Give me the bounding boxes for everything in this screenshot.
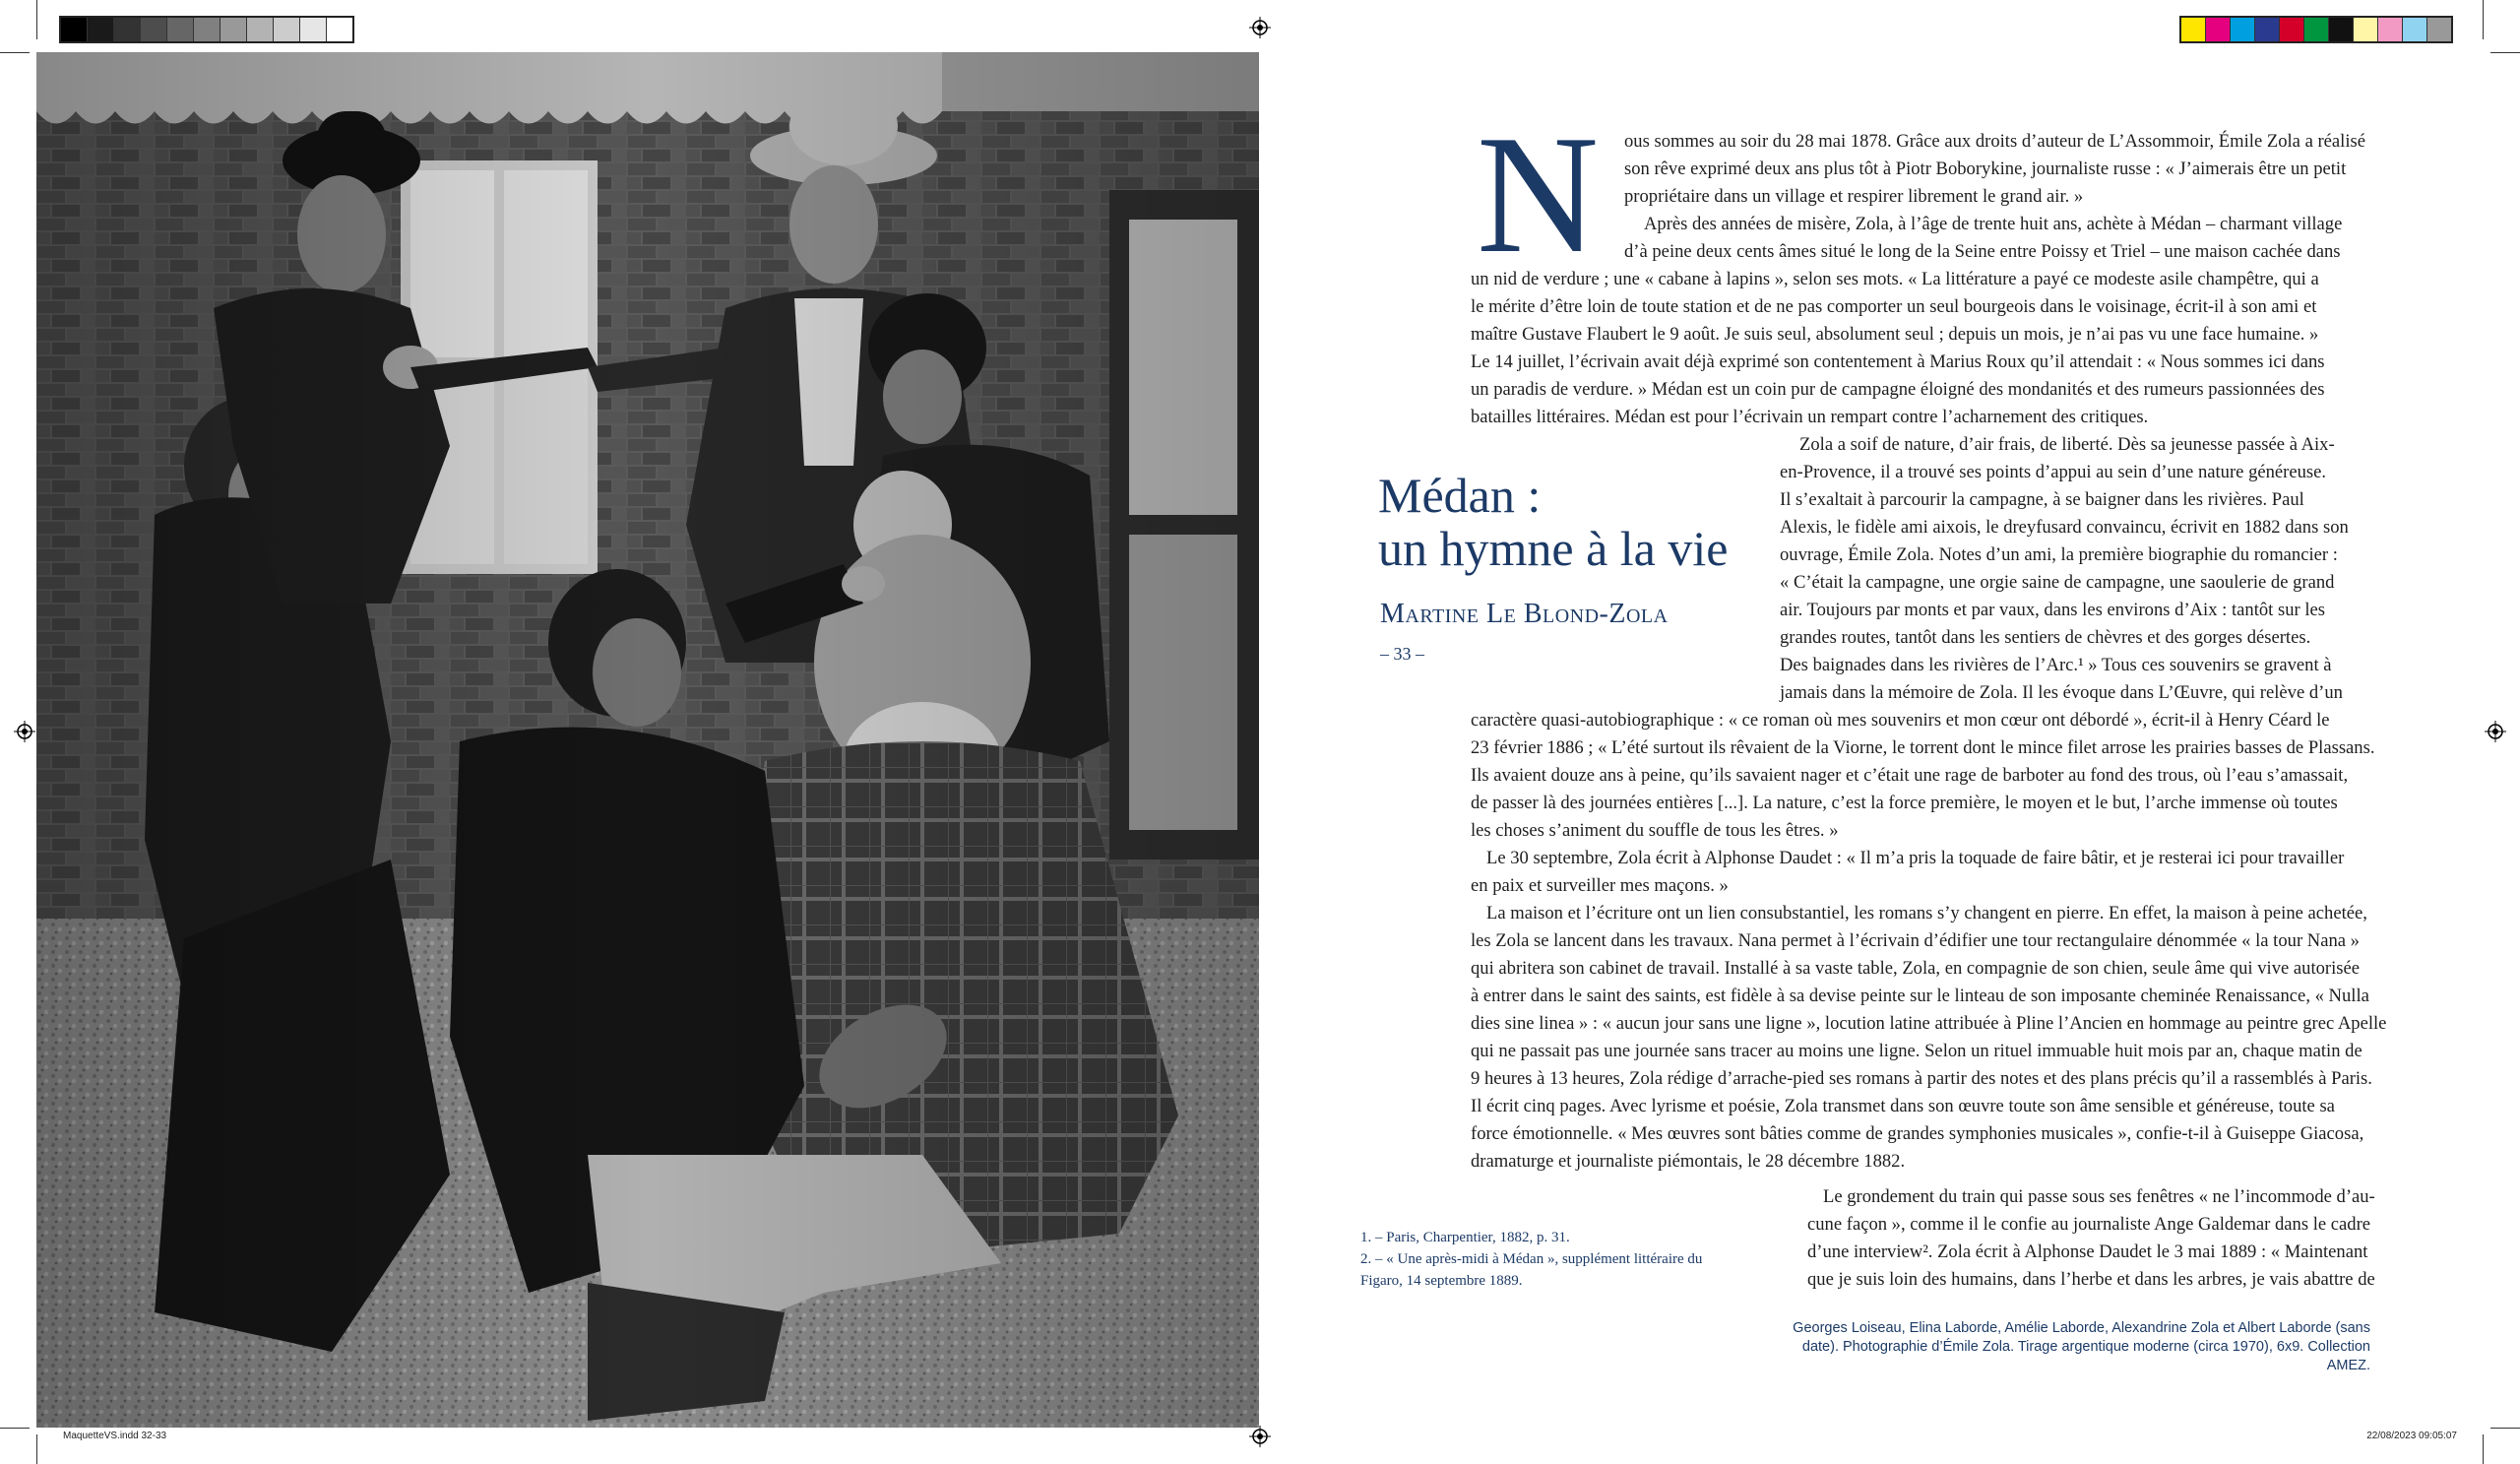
body-line: Le 14 juillet, l’écrivain avait déjà exprimé son contentement à Marius Roux qu’il attendait : « Nous sommes ici dans: [1471, 351, 2325, 372]
crop-mark: [2490, 1428, 2520, 1429]
grayscale-control-strip: [59, 16, 354, 43]
body-line: Alexis, le fidèle ami aixois, le dreyfusard convaincu, écrivit en 1882 dans son: [1780, 517, 2349, 538]
body-line: La maison et l’écriture ont un lien consubstantiel, les romans s’y changent en pierre. En effet, la maison à peine achetée,: [1486, 903, 2367, 923]
body-line: « C’était la campagne, une orgie saine de campagne, une saoulerie de grand: [1780, 572, 2335, 593]
body-line: Il s’exaltait à parcourir la campagne, à se baigner dans les rivières. Paul: [1780, 489, 2304, 510]
body-line: Il écrit cinq pages. Avec lyrisme et poésie, Zola transmet dans son œuvre toute son âme sensible et généreuse, toute sa: [1471, 1096, 2335, 1116]
body-line: à entrer dans le saint des saints, est fidèle à sa devise peinte sur le linteau de son imposante cheminée Renaissance, « Nulla: [1471, 986, 2369, 1006]
body-line: d’une interview². Zola écrit à Alphonse Daudet le 3 mai 1889 : « Maintenant: [1807, 1241, 2368, 1262]
title-line-1: Médan :: [1378, 468, 1542, 523]
crop-mark: [2490, 52, 2520, 53]
body-line: un paradis de verdure. » Médan est un coin pur de campagne éloigné des mondanités et des rumeurs passionnées des: [1471, 379, 2325, 400]
registration-mark-icon: [1249, 17, 1271, 38]
registration-mark-icon: [14, 721, 35, 742]
body-line: son rêve exprimé deux ans plus tôt à Piotr Boborykine, journaliste russe : « J’aimerais être un petit: [1624, 159, 2347, 179]
author-name: Martine Le Blond-Zola: [1380, 599, 1669, 629]
body-line: qui abritera son cabinet de travail. Installé à sa vaste table, Zola, en compagnie de son chien, seule âme qui vive autorisée: [1471, 958, 2361, 979]
body-line: propriétaire dans un village et respirer librement le grand air. »: [1624, 186, 2084, 207]
body-line: air. Toujours par monts et par vaux, dans les environs d’Aix : tantôt sur les: [1780, 600, 2326, 620]
page-number: – 33 –: [1380, 644, 1424, 664]
body-line: les Zola se lancent dans les travaux. Nana permet à l’écrivain d’édifier une tour rectangulaire dénommée « la tour Nana »: [1471, 930, 2360, 951]
body-line: en-Provence, il a trouvé ses points d’appui au sein d’une nature généreuse.: [1780, 462, 2327, 482]
crop-mark: [0, 52, 30, 53]
crop-mark: [36, 1434, 37, 1464]
crop-mark: [2483, 1434, 2484, 1464]
body-line: le mérite d’être loin de toute station et de ne pas comporter un seul bourgeois dans le voisinage, écrit-il à son ami et: [1471, 296, 2317, 317]
group-portrait-photograph: [36, 52, 1259, 1428]
photo-caption: Georges Loiseau, Elina Laborde, Amélie Laborde, Alexandrine Zola et Albert Laborde (sans date). Photographie d’Émile Zola. Tirage argentique moderne (circa 1970), 6x9. Collection AMEZ.: [1793, 1320, 2370, 1373]
body-line: Zola a soif de nature, d’air frais, de liberté. Dès sa jeunesse passée à Aix-: [1799, 434, 2335, 455]
body-line: 9 heures à 13 heures, Zola rédige d’arrache-pied ses romans à partir des notes et des plans précis qu’il a rassemblés à Paris.: [1471, 1068, 2372, 1089]
body-line: Ils avaient douze ans à peine, qu’ils savaient nager et c’était une rage de barboter au fond des trous, où l’eau s’amassait,: [1471, 765, 2349, 786]
slug-timestamp: 22/08/2023 09:05:07: [2366, 1431, 2457, 1441]
color-control-strip: [2179, 16, 2453, 43]
body-line: Le 30 septembre, Zola écrit à Alphonse Daudet : « Il m’a pris la toquade de faire bâtir, et je resterai ici pour travailler: [1486, 848, 2345, 868]
registration-mark-icon: [2485, 721, 2506, 742]
registration-mark-icon: [1249, 1426, 1271, 1447]
footnote-2-cont: Figaro, 14 septembre 1889.: [1360, 1273, 1523, 1289]
body-line: jamais dans la mémoire de Zola. Il les évoque dans L’Œuvre, qui relève d’un: [1780, 682, 2343, 703]
body-line: batailles littéraires. Médan est pour l’écrivain un rempart contre l’acharnement des critiques.: [1471, 407, 2149, 427]
drop-cap: N: [1477, 101, 1600, 288]
slug-file-name: MaquetteVS.indd 32-33: [63, 1431, 167, 1441]
body-line: Le grondement du train qui passe sous ses fenêtres « ne l’incommode d’au-: [1823, 1186, 2375, 1207]
footnotes: [1360, 1227, 1702, 1292]
body-line: ous sommes au soir du 28 mai 1878. Grâce aux droits d’auteur de L’Assommoir, Émile Zola a réalisé: [1624, 131, 2365, 152]
body-line: d’à peine deux cents âmes situé le long de la Seine entre Poissy et Triel – une maison cachée dans: [1624, 241, 2341, 262]
body-line: en paix et surveiller mes maçons. »: [1471, 875, 1729, 896]
body-line: un nid de verdure ; une « cabane à lapins », selon ses mots. « La littérature a payé ce modeste asile champêtre, qui a: [1471, 269, 2319, 289]
footnote-2: 2. – « Une après-midi à Médan », supplément littéraire du: [1360, 1251, 1703, 1267]
body-line: que je suis loin des humains, dans l’herbe et dans les arbres, je vais abattre de: [1807, 1269, 2375, 1290]
body-line: Des baignades dans les rivières de l’Arc.¹ » Tous ces souvenirs se gravent à: [1780, 655, 2332, 675]
body-line: force émotionnelle. « Mes œuvres sont bâties comme de grandes symphonies musicales », confie-t-il à Guiseppe Giacosa,: [1471, 1123, 2364, 1144]
body-line: Après des années de misère, Zola, à l’âge de trente huit ans, achète à Médan – charmant village: [1644, 214, 2343, 234]
body-line: ouvrage, Émile Zola. Notes d’un ami, la première biographie du romancier :: [1780, 544, 2338, 565]
body-line: 23 février 1886 ; « L’été surtout ils rêvaient de la Viorne, le torrent dont le mince filet arrose les prairies basses de Plassans.: [1471, 737, 2375, 758]
body-line: les choses s’animent du souffle de tous les êtres. »: [1471, 820, 1839, 841]
body-line: dies sine linea » : « aucun jour sans une ligne », locution latine attribuée à Pline l’Ancien en hommage au peintre grec Apelle: [1471, 1013, 2387, 1034]
body-line: dramaturge et journaliste piémontais, le 28 décembre 1882.: [1471, 1151, 1906, 1172]
body-line: de passer là des journées entières [...]. La nature, c’est la force première, le moyen et le but, l’arche immense où toutes: [1471, 793, 2338, 813]
body-line: cune façon », comme il le confie au journaliste Ange Galdemar dans le cadre: [1807, 1214, 2371, 1235]
article-title: [1378, 469, 1728, 575]
body-line: grandes routes, tantôt dans les sentiers de chèvres et des gorges désertes.: [1780, 627, 2311, 648]
crop-mark: [2483, 0, 2484, 39]
sepia-photograph-group-portrait-icon: [36, 52, 1259, 1428]
footnote-1: 1. – Paris, Charpentier, 1882, p. 31.: [1360, 1230, 1570, 1245]
body-line: qui ne passait pas une journée sans tracer au moins une ligne. Selon un rituel immuable huit mois par an, chaque matin de: [1471, 1041, 2362, 1061]
crop-mark: [0, 1428, 30, 1429]
body-line: maître Gustave Flaubert le 9 août. Je suis seul, absolument seul ; depuis un mois, je n’ai pas vu une face humaine. »: [1471, 324, 2319, 345]
title-line-2: un hymne à la vie: [1378, 521, 1729, 576]
body-line: caractère quasi-autobiographique : « ce roman où mes souvenirs et mon cœur ont débordé », écrit-il à Henry Céard le: [1471, 710, 2330, 731]
crop-mark: [36, 0, 37, 39]
